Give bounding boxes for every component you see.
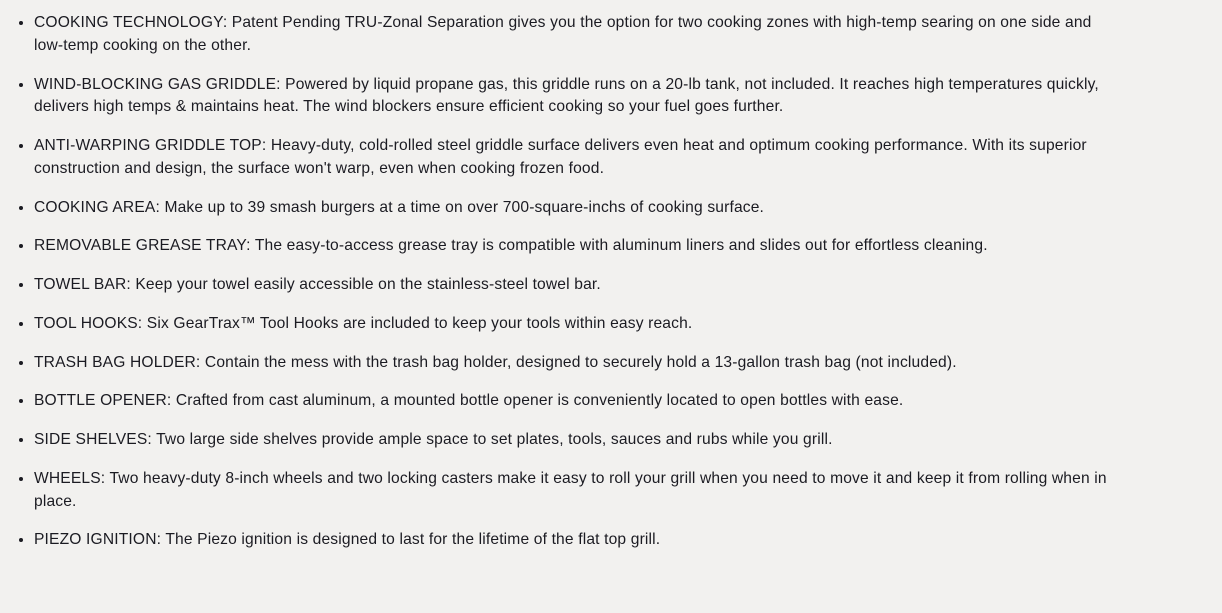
feature-description: Heavy-duty, cold-rolled steel griddle surface delivers even heat and optimum cooking performance. With its superior construction and design, the surface won't warp, even when cooking frozen food.: [34, 137, 1087, 177]
feature-label: TRASH BAG HOLDER:: [34, 353, 201, 371]
feature-description: Two heavy-duty 8-inch wheels and two locking casters make it easy to roll your grill when you need to move it and keep it from rolling when in place.: [34, 469, 1107, 510]
feature-label: PIEZO IGNITION:: [34, 531, 162, 549]
list-item: [0, 74, 1222, 120]
feature-description: Powered by liquid propane gas, this griddle runs on a 20-lb tank, not included. It reaches high temperatures quickly, delivers high temps & maintains heat. The wind blockers ensure efficient cooking so your fuel goes further.: [34, 75, 1099, 116]
list-item: [0, 313, 1222, 336]
feature-label: ANTI-WARPING GRIDDLE TOP:: [34, 137, 267, 155]
feature-description: Patent Pending TRU-Zonal Separation gives you the option for two cooking zones with high-temp searing on one side and low-temp cooking on the other.: [34, 14, 1092, 54]
feature-label: REMOVABLE GREASE TRAY:: [34, 237, 251, 255]
feature-description: Two large side shelves provide ample space to set plates, tools, sauces and rubs while you grill.: [151, 431, 833, 449]
feature-description: Six GearTrax™ Tool Hooks are included to keep your tools within easy reach.: [142, 314, 693, 332]
feature-label: TOOL HOOKS:: [34, 314, 143, 332]
feature-label: COOKING TECHNOLOGY:: [34, 14, 228, 31]
list-item: [0, 274, 1222, 297]
feature-description: Crafted from cast aluminum, a mounted bottle opener is conveniently located to open bottles with ease.: [171, 392, 904, 410]
feature-description: The easy-to-access grease tray is compatible with aluminum liners and slides out for effortless cleaning.: [250, 237, 988, 255]
feature-label: COOKING AREA:: [34, 198, 160, 216]
feature-label: SIDE SHELVES:: [34, 431, 152, 449]
list-item: [0, 468, 1222, 514]
list-item: [0, 235, 1222, 258]
list-item: [0, 12, 1222, 58]
list-item: [0, 135, 1222, 181]
feature-label: TOWEL BAR:: [34, 276, 131, 294]
list-item: [0, 197, 1222, 220]
feature-description: The Piezo ignition is designed to last for the lifetime of the flat top grill.: [161, 531, 661, 549]
feature-description: Keep your towel easily accessible on the stainless-steel towel bar.: [130, 276, 601, 294]
feature-label: WHEELS:: [34, 469, 106, 487]
feature-description: Make up to 39 smash burgers at a time on over 700-square-inchs of cooking surface.: [159, 198, 765, 216]
feature-label: WIND-BLOCKING GAS GRIDDLE:: [34, 75, 281, 93]
list-item: [0, 352, 1222, 375]
feature-description: Contain the mess with the trash bag holder, designed to securely hold a 13-gallon trash bag (not included).: [200, 353, 957, 371]
list-item: [0, 429, 1222, 452]
list-item: [0, 390, 1222, 413]
feature-label: BOTTLE OPENER:: [34, 392, 172, 410]
list-item: [0, 529, 1222, 552]
